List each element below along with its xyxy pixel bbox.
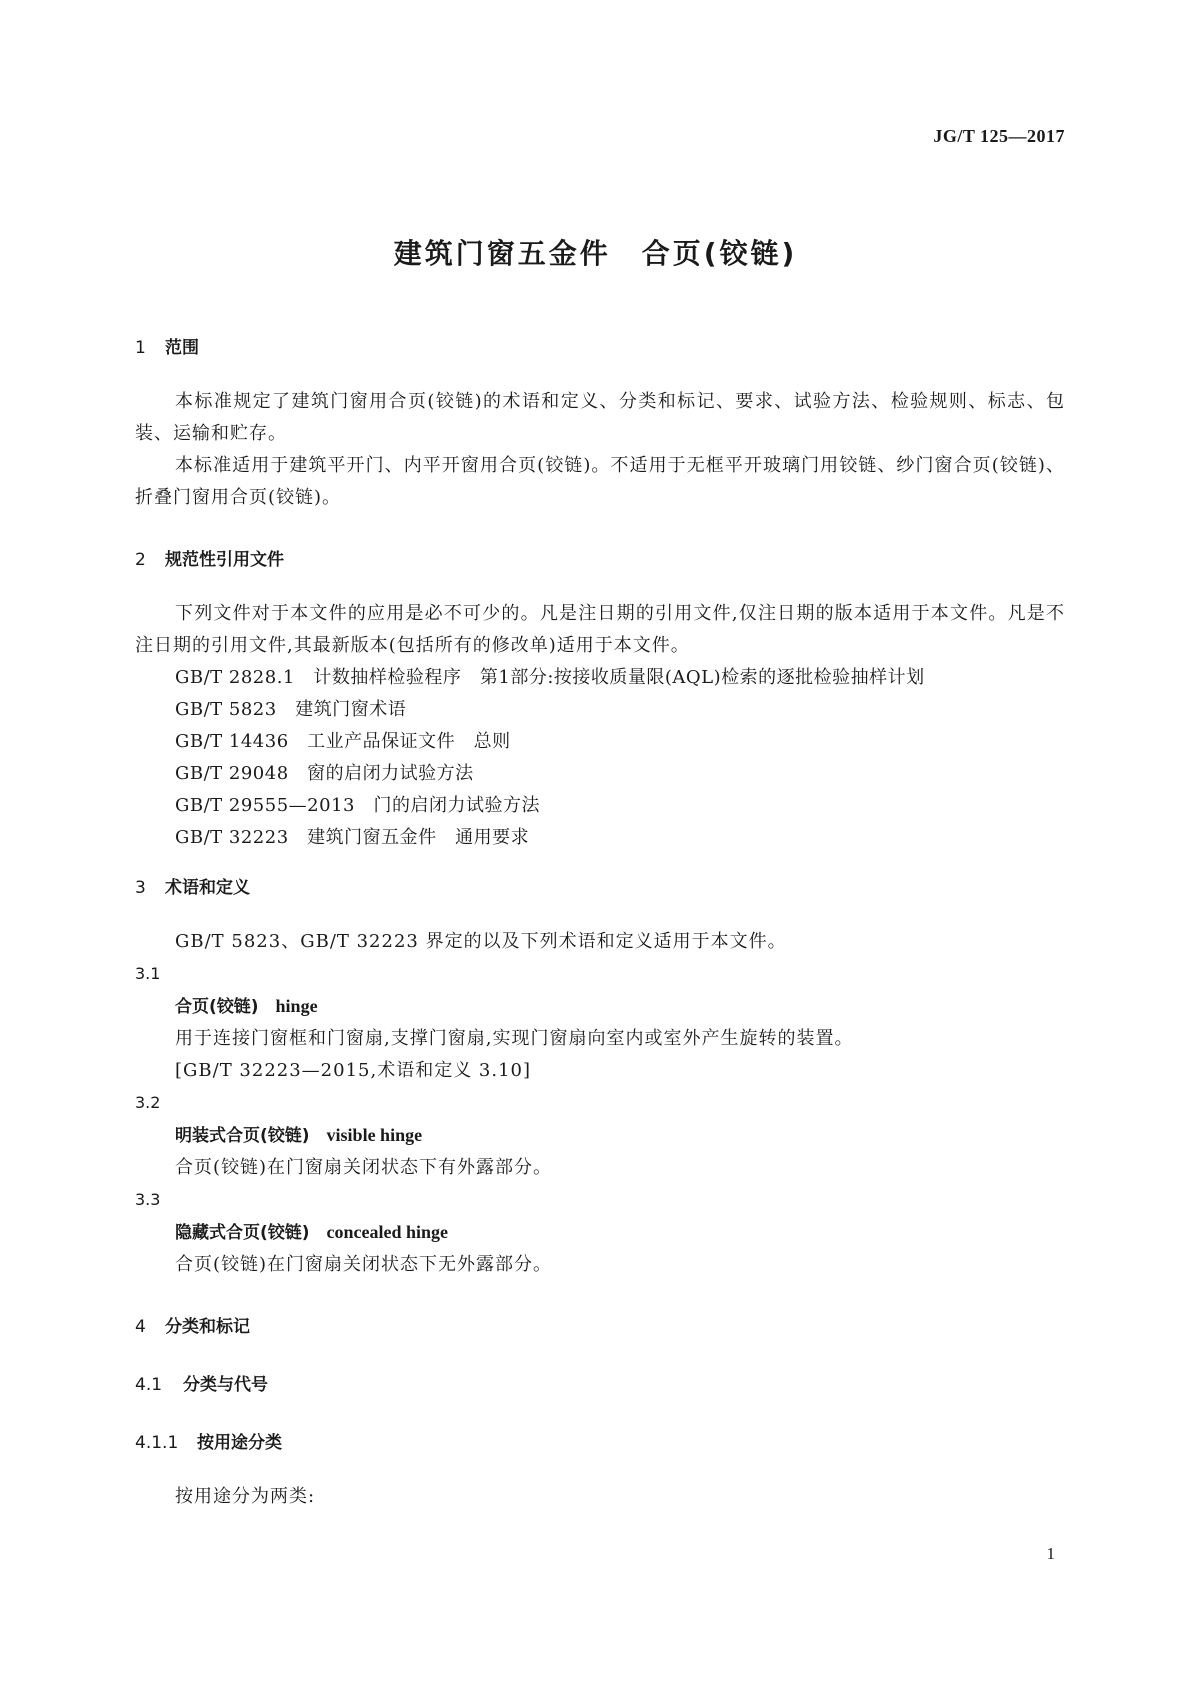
document-title: 建筑门窗五金件 合页(铰链) [393,237,798,270]
subsection-4-1-heading [135,1373,1065,1397]
section-2-paragraph-1: 下列文件对于本文件的应用是必不可少的。凡是注日期的引用文件,仅注日期的版本适用于本文件。凡是不注日期的引用文件,其最新版本(包括所有的修改单)适用于本文件。 [135,603,1065,656]
section-1-heading [135,336,1065,360]
term-definition: 合页(铰链)在门窗扇关闭状态下无外露部分。 [175,1254,553,1275]
subsection-4-1-1-heading [135,1431,1065,1455]
term-zh: 明装式合页(铰链) [175,1126,310,1146]
section-number: 4 [135,1317,146,1337]
term-en: hinge [275,996,318,1016]
term-source: [GB/T 32223—2015,术语和定义 3.10] [175,1060,532,1081]
reference-item: GB/T 5823 建筑门窗术语 [175,699,407,720]
reference-item: GB/T 32223 建筑门窗五金件 通用要求 [175,827,530,848]
standard-code: JG/T 125—2017 [933,126,1065,146]
section-number: 1 [135,338,146,358]
reference-item: GB/T 29555—2013 门的启闭力试验方法 [175,795,540,816]
page-number: 1 [1046,1544,1055,1563]
subsection-title: 按用途分类 [197,1433,282,1453]
term-definition: 用于连接门窗框和门窗扇,支撑门窗扇,实现门窗扇向室内或室外产生旋转的装置。 [175,1028,854,1049]
section-title: 规范性引用文件 [165,550,284,570]
section-title: 术语和定义 [165,878,250,898]
section-number: 3 [135,878,146,898]
term-heading [135,1216,1065,1249]
term-zh: 隐藏式合页(铰链) [175,1223,310,1243]
section-3-paragraph-1: GB/T 5823、GB/T 32223 界定的以及下列术语和定义适用于本文件。 [175,931,787,952]
document-body [135,336,1065,1513]
section-4-heading [135,1315,1065,1339]
section-2-heading [135,548,1065,572]
term-en: concealed hinge [326,1222,449,1242]
section-3-heading [135,876,1065,900]
term-heading [135,1119,1065,1152]
section-number: 2 [135,550,146,570]
subsection-number: 4.1 [135,1375,163,1395]
reference-item: GB/T 2828.1 计数抽样检验程序 第1部分:按接收质量限(AQL)检索的逐批检验抽样计划 [175,667,925,688]
section-4-paragraph-1: 按用途分为两类: [175,1486,316,1507]
section-1-paragraph-2: 本标准适用于建筑平开门、内平开窗用合页(铰链)。不适用于无框平开玻璃门用铰链、纱门窗合页(铰链)、折叠门窗用合页(铰链)。 [135,455,1065,508]
section-title: 分类和标记 [165,1317,250,1337]
reference-item: GB/T 14436 工业产品保证文件 总则 [175,731,511,752]
section-title: 范围 [165,338,199,358]
term-definition: 合页(铰链)在门窗扇关闭状态下有外露部分。 [175,1157,553,1178]
section-1-paragraph-1: 本标准规定了建筑门窗用合页(铰链)的术语和定义、分类和标记、要求、试验方法、检验规则、标志、包装、运输和贮存。 [135,391,1065,444]
term-number: 3.1 [135,964,161,983]
term-zh: 合页(铰链) [175,997,259,1017]
reference-item: GB/T 29048 窗的启闭力试验方法 [175,763,474,784]
term-heading [135,990,1065,1023]
subsection-number: 4.1.1 [135,1433,179,1453]
subsection-title: 分类与代号 [183,1375,268,1395]
term-number: 3.3 [135,1190,161,1209]
term-number: 3.2 [135,1093,161,1112]
term-en: visible hinge [326,1125,423,1145]
